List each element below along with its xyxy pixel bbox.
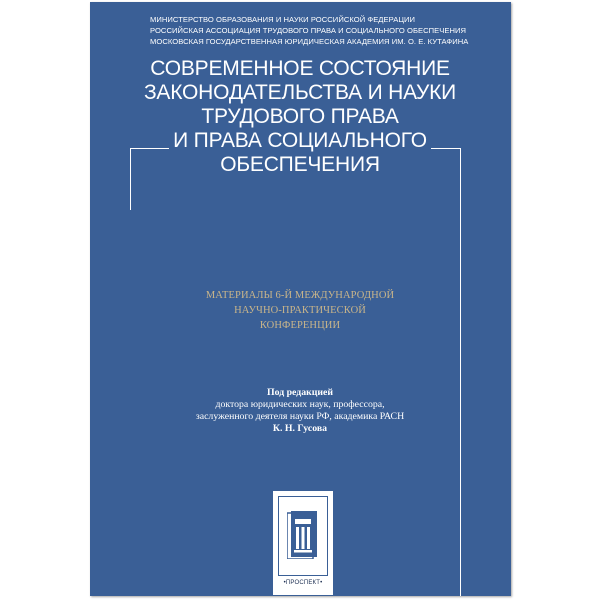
editor-credentials: доктора юридических наук, профессора, (215, 399, 385, 410)
organization-line: РОССИЙСКАЯ АССОЦИАЦИЯ ТРУДОВОГО ПРАВА И СОЦИАЛЬНОГО ОБЕСПЕЧЕНИЯ (150, 26, 467, 35)
book-cover (90, 2, 511, 596)
book-subtitle (120, 288, 480, 333)
editor-credentials: заслуженного деятеля науки РФ, академика РАСН (195, 411, 405, 422)
title-line: СОВРЕМЕННОЕ СОСТОЯНИЕ (146, 57, 454, 80)
building-columns-icon (287, 509, 319, 559)
subtitle-line: КОНФЕРЕНЦИИ (259, 320, 341, 331)
title-line: ТРУДОВОГО ПРАВА (197, 105, 402, 128)
organization-line: МОСКОВСКАЯ ГОСУДАРСТВЕННАЯ ЮРИДИЧЕСКАЯ АКАДЕМИЯ ИМ. О. Е. КУТАФИНА (150, 37, 469, 46)
editor-block (120, 387, 480, 435)
organizations-block (150, 14, 490, 47)
subtitle-line: НАУЧНО-ПРАКТИЧЕСКОЙ (234, 305, 366, 316)
publisher-logo (273, 491, 333, 595)
subtitle-line: МАТЕРИАЛЫ 6-Й МЕЖДУНАРОДНОЙ (205, 290, 395, 301)
book-title (120, 57, 480, 177)
title-line: И ПРАВА СОЦИАЛЬНОГО (169, 129, 431, 152)
organization-line: МИНИСТЕРСТВО ОБРАЗОВАНИЯ И НАУКИ РОССИЙСКОЙ ФЕДЕРАЦИИ (150, 15, 416, 24)
editor-heading: Под редакцией (266, 387, 334, 398)
title-line: ОБЕСПЕЧЕНИЯ (216, 153, 384, 176)
editor-name: К. Н. Гусова (272, 423, 328, 434)
publisher-name: •ПРОСПЕКТ• (283, 580, 323, 586)
frame-line-right (460, 148, 461, 596)
title-line: ЗАКОНОДАТЕЛЬСТВА И НАУКИ (140, 81, 460, 104)
